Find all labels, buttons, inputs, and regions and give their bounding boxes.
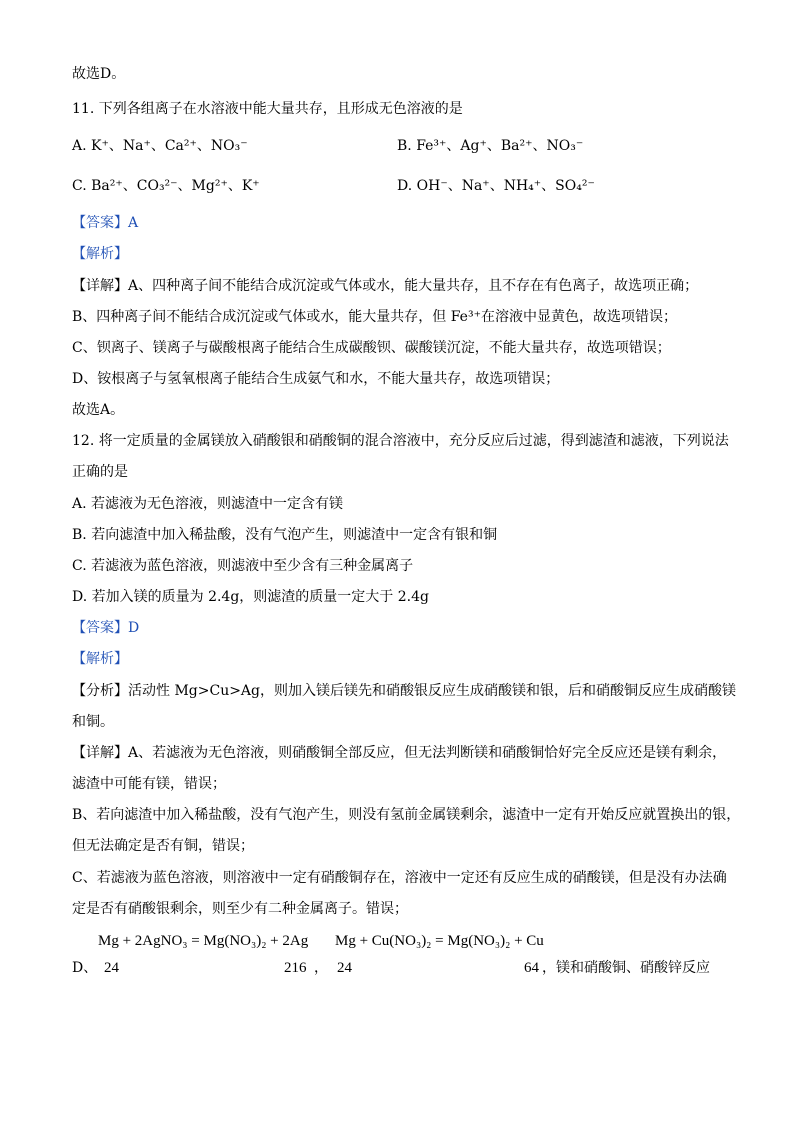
q12-option-b: B. 若向滤渣中加入稀盐酸，没有气泡产生，则滤渣中一定含有银和铜 xyxy=(72,527,498,543)
q12-detail-b-line1: B、若向滤渣中加入稀盐酸，没有气泡产生，则没有氢前金属镁剩余，滤渣中一定有开始反应就置换出的银， xyxy=(72,807,741,823)
q12-answer: 【答案】D xyxy=(72,620,140,636)
q12-detail-c-line2: 定是否有硝酸银剩余，则至少有二种金属离子。错误； xyxy=(72,901,408,917)
separator-comma: ， xyxy=(314,960,328,976)
q12-fenxi-line1: 【分析】活动性 Mg>Cu>Ag，则加入镁后镁先和硝酸银反应生成硝酸镁和银，后和硝酸铜反应生成硝酸镁 xyxy=(72,683,737,699)
q12-fenxi-line2: 和铜。 xyxy=(72,714,114,730)
q11-option-a: A. K⁺、Na⁺、Ca²⁺、NO₃⁻ xyxy=(72,138,248,154)
q11-detail-d: D、铵根离子与氢氧根离子能结合生成氨气和水，不能大量共存，故选项错误； xyxy=(72,371,560,387)
q12-detail-b-line2: 但无法确定是否有铜，错误； xyxy=(72,838,254,854)
q12-analysis-label: 【解析】 xyxy=(72,651,128,667)
equation-silver-nitrate: Mg + 2AgNO₃ = Mg(NO₃)₂ + 2Ag xyxy=(98,933,309,949)
q11-answer: 【答案】A xyxy=(72,215,139,231)
q12-stem-line1: 12. 将一定质量的金属镁放入硝酸银和硝酸铜的混合溶液中，充分反应后过滤，得到滤渣和滤液，下列说法 xyxy=(72,433,729,449)
q11-detail-c: C、钡离子、镁离子与碳酸根离子能结合生成碳酸钡、碳酸镁沉淀，不能大量共存，故选项错误； xyxy=(72,340,671,356)
previous-conclusion: 故选D。 xyxy=(72,66,126,82)
q11-detail-b: B、四种离子间不能结合成沉淀或气体或水，能大量共存，但 Fe³⁺在溶液中显黄色，故选项错误； xyxy=(72,309,677,325)
q12-option-c: C. 若滤液为蓝色溶液，则滤液中至少含有三种金属离子 xyxy=(72,558,414,574)
q12-detail-d-prefix: D、 xyxy=(72,960,98,976)
mass-cu: 64 xyxy=(524,960,539,976)
q12-detail-a-line1: 【详解】A、若滤液为无色溶液，则硝酸铜全部反应，但无法判断镁和硝酸铜恰好完全反应还是镁有剩余， xyxy=(72,745,727,761)
q12-option-a: A. 若滤液为无色溶液，则滤渣中一定含有镁 xyxy=(72,496,344,512)
q11-option-d: D. OH⁻、Na⁺、NH₄⁺、SO₄²⁻ xyxy=(397,178,595,194)
q11-option-b: B. Fe³⁺、Ag⁺、Ba²⁺、NO₃⁻ xyxy=(397,138,584,154)
mass-mg-1: 24 xyxy=(104,960,119,976)
q12-option-d: D. 若加入镁的质量为 2.4g，则滤渣的质量一定大于 2.4g xyxy=(72,589,429,605)
q11-stem: 11. 下列各组离子在水溶液中能大量共存，且形成无色溶液的是 xyxy=(72,101,463,117)
q11-conclusion: 故选A。 xyxy=(72,402,125,418)
mass-ag: 216 xyxy=(284,960,307,976)
q11-detail-a: 【详解】A、四种离子间不能结合成沉淀或气体或水，能大量共存，且不存在有色离子，故选项正确； xyxy=(72,278,699,294)
q11-option-c: C. Ba²⁺、CO₃²⁻、Mg²⁺、K⁺ xyxy=(72,178,260,194)
q11-analysis-label: 【解析】 xyxy=(72,246,128,262)
mass-mg-2: 24 xyxy=(337,960,352,976)
q12-detail-a-line2: 滤渣中可能有镁，错误； xyxy=(72,776,226,792)
equation-copper-nitrate: Mg + Cu(NO₃)₂ = Mg(NO₃)₂ + Cu xyxy=(335,933,544,949)
q12-detail-c-line1: C、若滤液为蓝色溶液，则溶液中一定有硝酸铜存在，溶液中一定还有反应生成的硝酸镁，但是没有办法确 xyxy=(72,870,727,886)
q12-detail-d-tail: ，镁和硝酸铜、硝酸锌反应 xyxy=(542,960,710,976)
q12-stem-line2: 正确的是 xyxy=(72,464,128,480)
